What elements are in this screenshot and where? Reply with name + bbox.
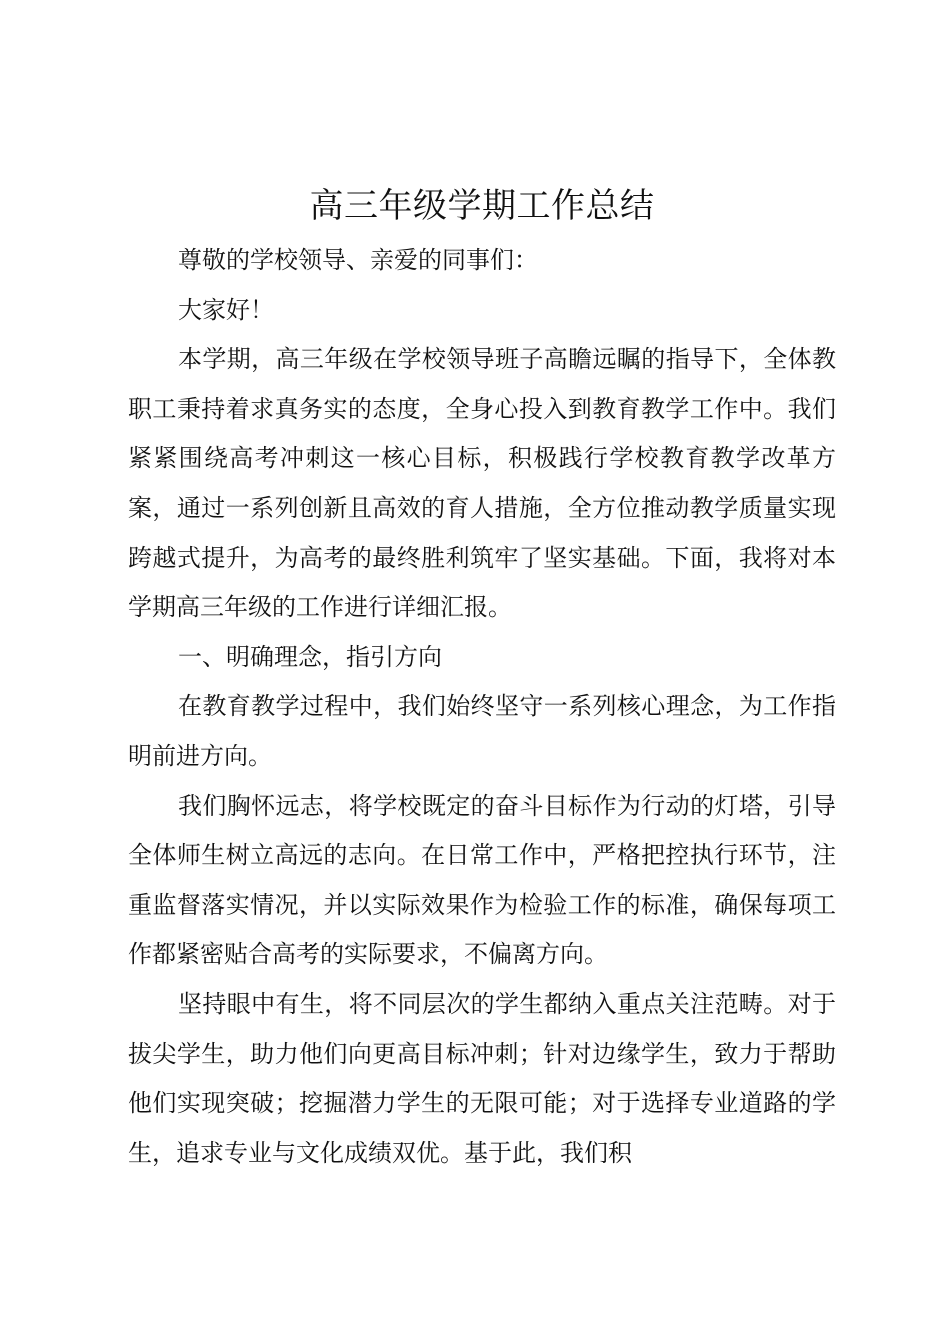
section-heading-1: 一、明确理念，指引方向 (178, 642, 442, 671)
section1-paragraph-3: 坚持眼中有生，将不同层次的学生都纳入重点关注范畴。对于拔尖学生，助力他们向更高目标冲刺；针对边缘学生，致力于帮助他们实现突破；挖掘潜力学生的无限可能；对于选择专业道路的学生，追求专业与文化成绩双优。基于此，我们积 (128, 989, 836, 1167)
document-body (128, 178, 836, 1178)
greeting: 大家好！ (178, 295, 274, 324)
salutation: 尊敬的学校领导、亲爱的同事们： (178, 246, 538, 274)
section1-paragraph-2: 我们胸怀远志，将学校既定的奋斗目标作为行动的灯塔，引导全体师生树立高远的志向。在日常工作中，严格把控执行环节，注重监督落实情况，并以实际效果作为检验工作的标准，确保每项工作都紧密贴合高考的实际要求，不偏离方向。 (128, 791, 836, 969)
document-title: 高三年级学期工作总结 (309, 186, 655, 226)
intro-paragraph: 本学期，高三年级在学校领导班子高瞻远瞩的指导下，全体教职工秉持着求真务实的态度，全身心投入到教育教学工作中。我们紧紧围绕高考冲刺这一核心目标，积极践行学校教育教学改革方案，通过一系列创新且高效的育人措施，全方位推动教学质量实现跨越式提升，为高考的最终胜利筑牢了坚实基础。下面，我将对本学期高三年级的工作进行详细汇报。 (128, 345, 836, 622)
section1-paragraph-1: 在教育教学过程中，我们始终坚守一系列核心理念，为工作指明前进方向。 (128, 692, 836, 770)
